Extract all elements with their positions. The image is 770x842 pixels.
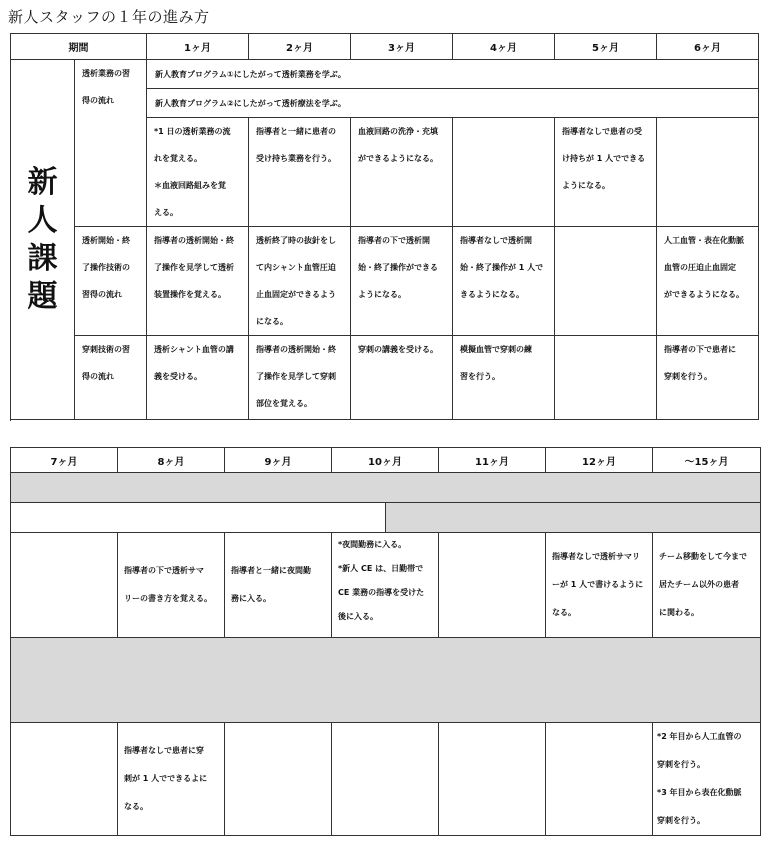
header-month-6: 6ヶ月 xyxy=(657,34,759,60)
table-cell: *1 日の透析業務の流 れを覚える。 ＊血液回路組みを覚 える。 xyxy=(147,118,249,227)
header-month-5: 5ヶ月 xyxy=(555,34,657,60)
table-cell: 透析シャント血管の講 義を受ける。 xyxy=(147,336,249,420)
row-label-dialysis-work: 透析業務の習 得の流れ xyxy=(75,60,147,227)
program-1-continuation-bar xyxy=(11,473,761,503)
table-cell xyxy=(11,533,118,638)
table-cell: 指導者の下で患者に 穿刺を行う。 xyxy=(657,336,759,420)
table-cell: 指導者なしで透析サマリ ーが 1 人で書けるように なる。 xyxy=(546,533,653,638)
header-month-7: 7ヶ月 xyxy=(11,448,118,473)
header-month-8: 8ヶ月 xyxy=(118,448,225,473)
table-cell: 模擬血管で穿刺の練 習を行う。 xyxy=(453,336,555,420)
schedule-table-months-7-15 xyxy=(10,447,761,836)
table-cell: 指導者なしで患者の受 け持ちが 1 人でできる ようになる。 xyxy=(555,118,657,227)
header-month-3: 3ヶ月 xyxy=(351,34,453,60)
table-cell xyxy=(657,118,759,227)
program-2-continuation-bar xyxy=(386,503,761,533)
program-1-banner: 新人教育プログラム①にしたがって透析業務を学ぶ。 xyxy=(147,60,759,89)
table-cell: 人工血管・表在化動脈 血管の圧迫止血固定 ができるようになる。 xyxy=(657,227,759,336)
table-cell xyxy=(439,533,546,638)
table-cell: 透析終了時の抜針をし て内シャント血管圧迫 止血固定ができるよう になる。 xyxy=(249,227,351,336)
table-cell xyxy=(439,723,546,836)
table-cell xyxy=(332,723,439,836)
page-title: 新人スタッフの１年の進み方 xyxy=(8,8,210,26)
header-month-11: 11ヶ月 xyxy=(439,448,546,473)
category-new-staff: 新 人 課 題 xyxy=(11,60,75,420)
header-month-1: 1ヶ月 xyxy=(147,34,249,60)
header-period: 期間 xyxy=(11,34,147,60)
table-cell xyxy=(546,723,653,836)
table-cell: 指導者の透析開始・終 了操作を見学して透析 装置操作を覚える。 xyxy=(147,227,249,336)
table-cell: 血液回路の洗浄・充填 ができるようになる。 xyxy=(351,118,453,227)
table-cell xyxy=(225,723,332,836)
table-cell xyxy=(11,723,118,836)
table-cell xyxy=(555,227,657,336)
table-cell xyxy=(453,118,555,227)
row-label-dialysis-operation: 透析開始・終 了操作技術の 習得の流れ xyxy=(75,227,147,336)
blank-cell xyxy=(11,503,386,533)
table-cell: 指導者と一緒に患者の 受け持ち業務を行う。 xyxy=(249,118,351,227)
table-cell: 穿刺の講義を受ける。 xyxy=(351,336,453,420)
header-month-9: 9ヶ月 xyxy=(225,448,332,473)
table-cell: 指導者の透析開始・終 了操作を見学して穿刺 部位を覚える。 xyxy=(249,336,351,420)
table-cell xyxy=(555,336,657,420)
header-month-10: 10ヶ月 xyxy=(332,448,439,473)
table-cell: 指導者なしで透析開 始・終了操作が 1 人で きるようになる。 xyxy=(453,227,555,336)
header-month-4: 4ヶ月 xyxy=(453,34,555,60)
table-cell: 指導者なしで患者に穿 刺が 1 人でできるよに なる。 xyxy=(118,723,225,836)
table-cell: *2 年目から人工血管の 穿刺を行う。 *3 年目から表在化動脈 穿刺を行う。 xyxy=(653,723,761,836)
schedule-table-months-1-6 xyxy=(10,33,759,420)
table-cell: 指導者の下で透析開 始・終了操作ができる ようになる。 xyxy=(351,227,453,336)
table-cell: *夜間勤務に入る。 *新人 CE は、日勤帯で CE 業務の指導を受けた 後に入る。 xyxy=(332,533,439,638)
table-cell: 指導者の下で透析サマ リーの書き方を覚える。 xyxy=(118,533,225,638)
header-month-12: 12ヶ月 xyxy=(546,448,653,473)
program-2-banner: 新人教育プログラム②にしたがって透析療法を学ぶ。 xyxy=(147,89,759,118)
table-cell: チーム移動をして今まで 居たチーム以外の患者 に関わる。 xyxy=(653,533,761,638)
header-month-15: ～15ヶ月 xyxy=(653,448,761,473)
table-cell: 指導者と一緒に夜間勤 務に入る。 xyxy=(225,533,332,638)
row-label-puncture: 穿刺技術の習 得の流れ xyxy=(75,336,147,420)
gray-band xyxy=(11,638,761,723)
header-month-2: 2ヶ月 xyxy=(249,34,351,60)
